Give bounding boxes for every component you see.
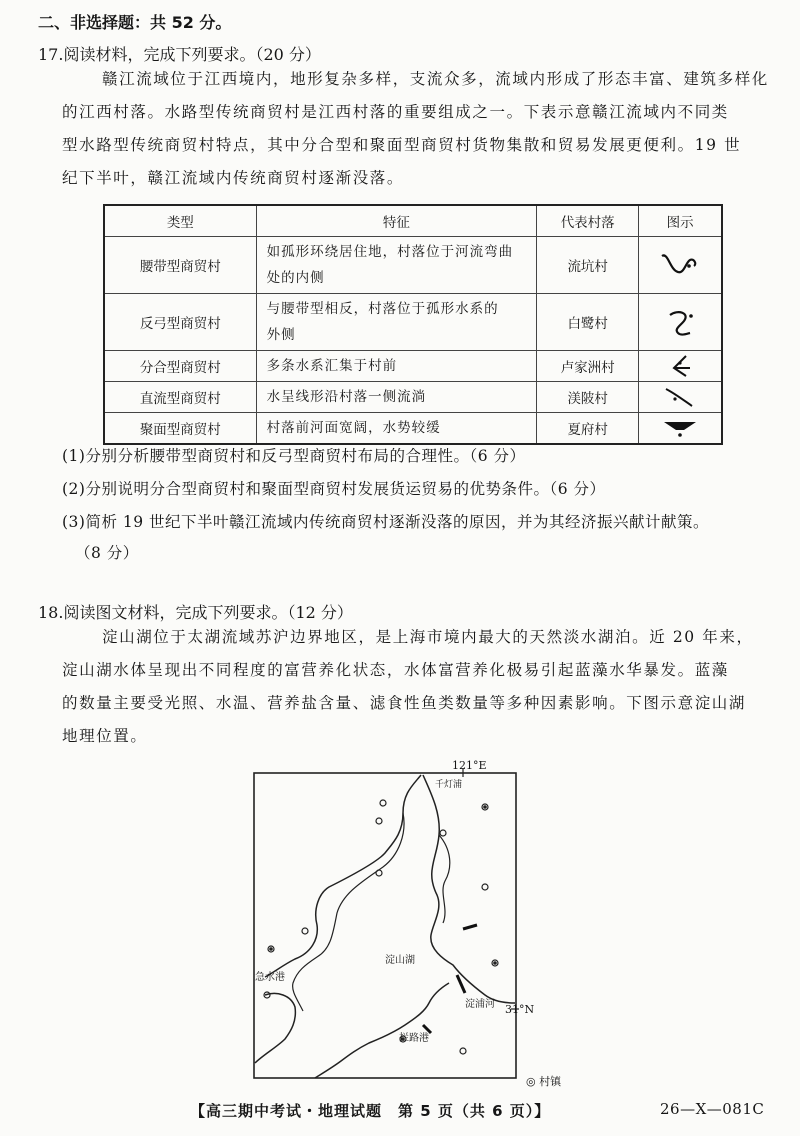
q18-heading: 18.阅读图文材料，完成下列要求。（12 分） xyxy=(38,603,353,622)
footer-code: 26—X—081C xyxy=(660,1100,765,1118)
header-village: 代表村落 xyxy=(537,205,639,237)
q17-line-4: 纪下半叶，赣江流域内传统商贸村逐渐没落。 xyxy=(62,169,405,187)
sluice-mark xyxy=(463,925,477,929)
dianshan-lake-map xyxy=(253,759,535,1083)
table-row xyxy=(104,294,722,351)
q17-material xyxy=(62,63,777,195)
village-type-table xyxy=(103,204,723,445)
row-village: 白鹭村 xyxy=(537,294,639,351)
row-feature: 水呈线形沿村落一侧流淌 xyxy=(256,382,536,413)
place-lanlugang: 拦路港 xyxy=(399,1033,429,1044)
row-type: 聚面型商贸村 xyxy=(104,413,256,445)
table-row xyxy=(104,237,722,294)
q18-line-4: 地理位置。 xyxy=(62,727,148,745)
row-feature: 村落前河面宽阔，水势较缓 xyxy=(256,413,536,445)
village-markers xyxy=(264,800,498,1054)
header-figure: 图示 xyxy=(639,205,722,237)
row-feature-line: 与腰带型相反，村落位于孤形水系的 xyxy=(266,301,499,317)
gathered-surface-type-diagram xyxy=(639,413,722,445)
place-qiandengpu: 千灯浦 xyxy=(435,780,463,790)
q17-sub-3-points: （8 分） xyxy=(75,544,139,562)
q18-line-2: 淀山湖水体呈现出不同程度的富营养化状态，水体富营养化极易引起蓝藻水华暴发。蓝藻 xyxy=(62,661,729,679)
row-village: 夏府村 xyxy=(537,413,639,445)
reverse-bow-type-diagram xyxy=(639,294,722,351)
row-feature xyxy=(256,294,536,351)
longitude-label: 121°E xyxy=(452,759,487,772)
place-jishuigang: 急水港 xyxy=(255,972,285,983)
row-feature-line: 外侧 xyxy=(266,327,296,343)
section-title: 二、非选择题：共 52 分。 xyxy=(38,13,232,32)
q18-material xyxy=(62,621,777,753)
table-row xyxy=(104,382,722,413)
q17-line-2: 的江西村落。水路型传统商贸村是江西村落的重要组成之一。下表示意赣江流域内不同类 xyxy=(62,103,729,121)
row-feature xyxy=(256,237,536,294)
header-type: 类型 xyxy=(104,205,256,237)
q17-heading: 17.阅读材料，完成下列要求。（20 分） xyxy=(38,45,321,64)
map-legend xyxy=(526,1073,561,1089)
q17-line-3: 型水路型传统商贸村特点，其中分合型和聚面型商贸村货物集散和贸易发展更便利。19 世 xyxy=(62,136,742,154)
map-drawing xyxy=(253,763,528,1083)
row-village: 卢家洲村 xyxy=(537,351,639,382)
place-dianpu-river: 淀浦河 xyxy=(465,999,495,1010)
village-circle xyxy=(440,830,446,836)
row-village: 流坑村 xyxy=(537,237,639,294)
village-circle xyxy=(376,818,382,824)
row-feature-line: 如孤形环绕居住地，村落位于河流弯曲 xyxy=(266,244,514,260)
row-village: 渼陂村 xyxy=(537,382,639,413)
waist-type-diagram xyxy=(639,237,722,294)
q17-line-1: 赣江流域位于江西境内，地形复杂多样，支流众多，流域内形成了形态丰富、建筑多样化 xyxy=(102,70,769,88)
latitude-label: 31°N xyxy=(505,1003,535,1016)
village-circle xyxy=(460,1048,466,1054)
header-feature: 特征 xyxy=(256,205,536,237)
footer-title: 【高三期中考试・地理试题 第 5 页（共 6 页）】 xyxy=(190,1102,551,1120)
row-feature: 多条水系汇集于村前 xyxy=(256,351,536,382)
village-circle xyxy=(376,870,382,876)
village-circle xyxy=(302,928,308,934)
q17-sub-3: (3)简析 19 世纪下半叶赣江流域内传统商贸村逐渐没落的原因，并为其经济振兴献计献策。 xyxy=(62,513,710,531)
table-row xyxy=(104,351,722,382)
row-type: 反弓型商贸村 xyxy=(104,294,256,351)
village-circle xyxy=(482,884,488,890)
table-row xyxy=(104,413,722,445)
straight-flow-type-diagram xyxy=(639,382,722,413)
row-feature-line: 处的内侧 xyxy=(266,270,325,286)
table-header-row xyxy=(104,205,722,237)
q17-sub-2: (2)分别说明分合型商贸村和聚面型商贸村发展货运贸易的优势条件。（6 分） xyxy=(62,480,606,498)
village-circle xyxy=(380,800,386,806)
row-type: 分合型商贸村 xyxy=(104,351,256,382)
q18-line-1: 淀山湖位于太湖流域苏沪边界地区，是上海市境内最大的天然淡水湖泊。近 20 年来， xyxy=(102,628,754,646)
row-type: 腰带型商贸村 xyxy=(104,237,256,294)
q17-sub-1: (1)分别分析腰带型商贸村和反弓型商贸村布局的合理性。（6 分） xyxy=(62,447,526,465)
legend-label: 村镇 xyxy=(539,1075,562,1088)
branch-merge-type-diagram xyxy=(639,351,722,382)
row-type: 直流型商贸村 xyxy=(104,382,256,413)
q18-line-3: 的数量主要受光照、水温、营养盐含量、滤食性鱼类数量等多种因素影响。下图示意淀山湖 xyxy=(62,694,747,712)
place-dianshan-lake: 淀山湖 xyxy=(385,955,415,966)
legend-symbol-icon: ◎ xyxy=(526,1075,536,1088)
